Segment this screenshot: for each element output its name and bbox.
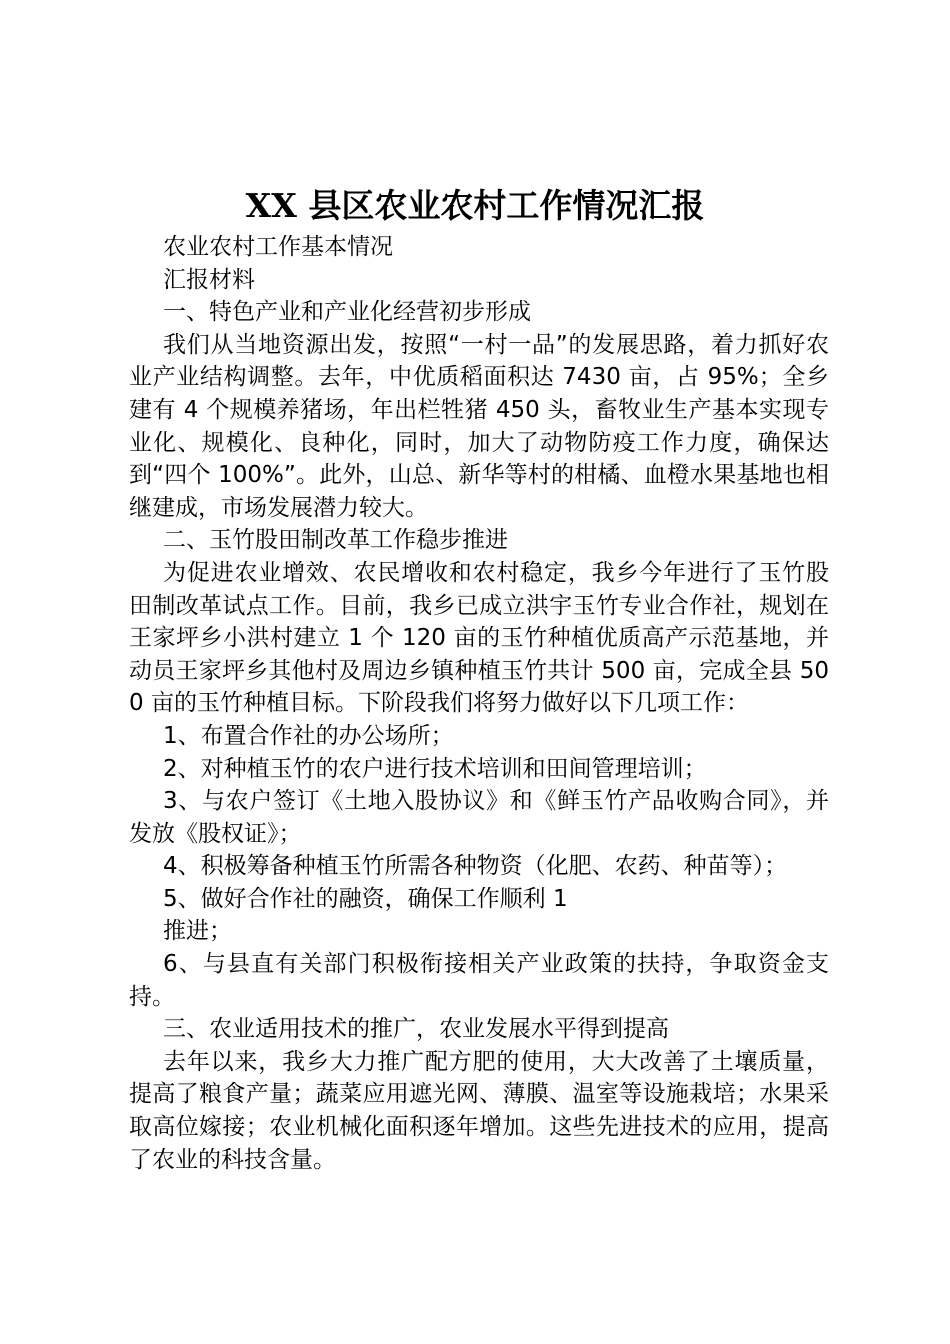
section-heading: 二、玉竹股田制改革工作稳步推进 bbox=[163, 527, 508, 554]
paragraph: 我们从当地资源出发，按照“一村一品”的发展思路，着力抓好农业产业结构调整。去年，中优质稻面积达 7430 亩，占 95%；全乡建有 4 个规模养猪场，年出栏牲猪 450 头，畜牧业生产基本实现专业化、规模化、良种化，同时，加大了动物防疫工作力度，确保达到“四个 100%”。此外，山总、新华等村的柑橘、血橙水果基地也相继建成，市场发展潜力较大。 bbox=[129, 331, 829, 521]
paragraph: 为促进农业增效、农民增收和农村稳定，我乡今年进行了玉竹股田制改革试点工作。目前，我乡已成立洪宇玉竹专业合作社，规划在王家坪乡小洪村建立 1 个 120 亩的玉竹种植优质高产示范基地，并动员王家坪乡其他村及周边乡镇种植玉竹共计 500 亩，完成全县 500 亩的玉竹种植目标。下阶段我们将努力做好以下几项工作： bbox=[129, 559, 829, 717]
list-item: 4、积极筹备种植玉竹所需各种物资（化肥、农药、种苗等）； bbox=[163, 853, 788, 880]
list-item: 1、布置合作社的办公场所； bbox=[163, 722, 454, 749]
list-item: 2、对种植玉竹的农户进行技术培训和田间管理培训； bbox=[163, 755, 707, 782]
paragraph: 去年以来，我乡大力推广配方肥的使用，大大改善了土壤质量，提高了粮食产量；蔬菜应用遮光网、薄膜、温室等设施栽培；水果采取高位嫁接；农业机械化面积逐年增加。这些先进技术的应用，提高了农业的科技含量。 bbox=[129, 1048, 829, 1173]
list-item-continuation: 推进； bbox=[163, 918, 232, 945]
subtitle-line: 农业农村工作基本情况 bbox=[163, 234, 393, 260]
section-heading: 三、农业适用技术的推广，农业发展水平得到提高 bbox=[163, 1016, 669, 1043]
document-body bbox=[129, 231, 829, 1176]
list-item: 5、做好合作社的融资，确保工作顺利 1 bbox=[163, 885, 568, 912]
subtitle-line: 汇报材料 bbox=[163, 266, 255, 293]
section-heading: 一、特色产业和产业化经营初步形成 bbox=[163, 299, 531, 326]
document-title: XX 县区农业农村工作情况汇报 bbox=[245, 186, 705, 225]
list-item: 3、与农户签订《土地入股协议》和《鲜玉竹产品收购合同》，并发放《股权证》； bbox=[129, 788, 829, 847]
list-item: 6、与县直有关部门积极衔接相关产业政策的扶持，争取资金支持。 bbox=[129, 951, 829, 1010]
